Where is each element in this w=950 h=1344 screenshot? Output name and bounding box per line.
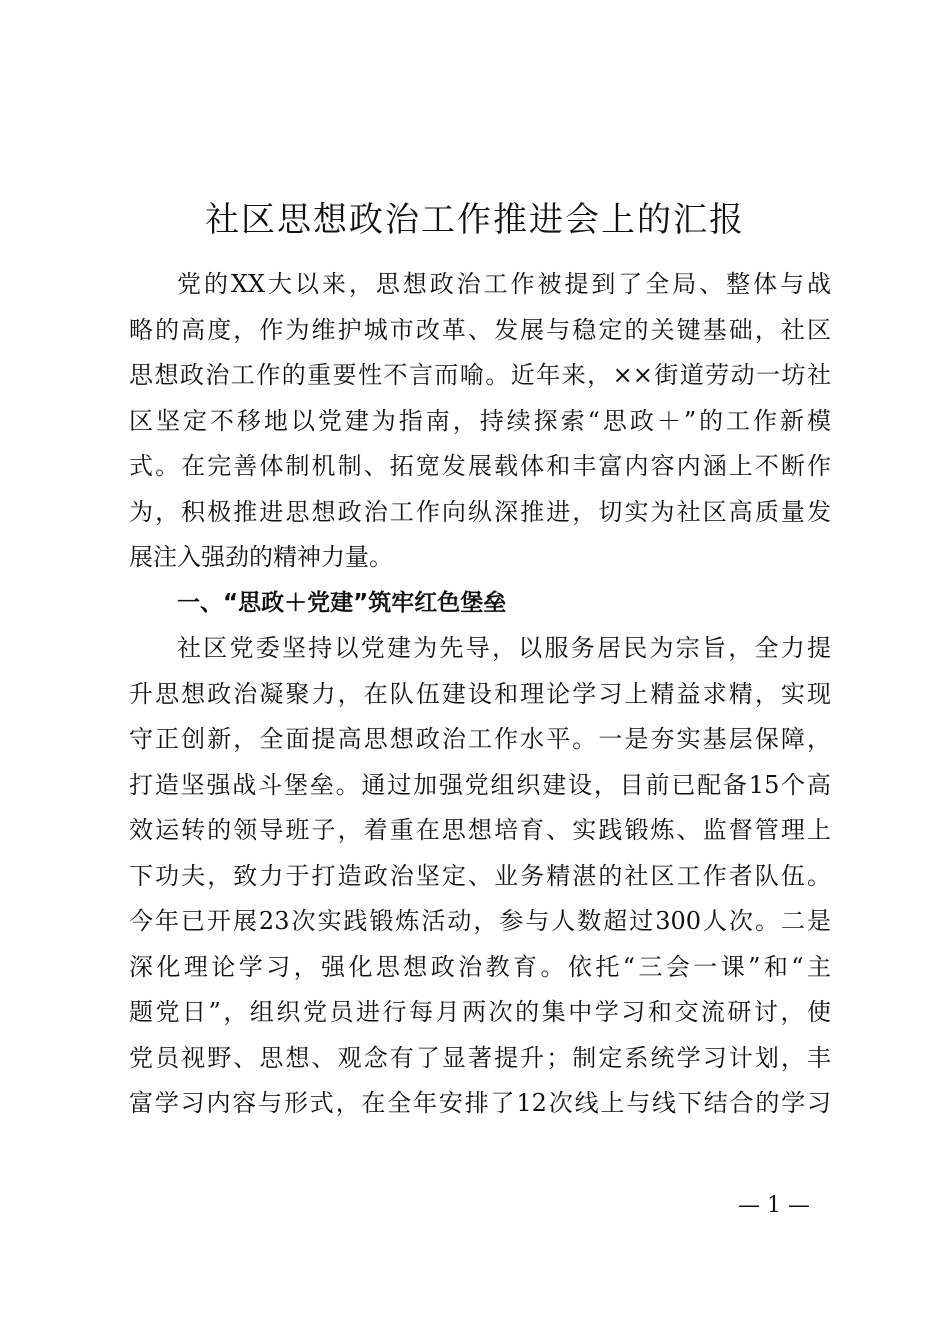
paragraph-line: 展注入强劲的精神力量。 [129,543,393,571]
page-number: — 1 — [738,1193,810,1218]
paragraph-line: 富学习内容与形式，在全年安排了12次线上与线下结合的学习 [129,1089,831,1117]
paragraph-line: 党员视野、思想、观念有了显著提升；制定系统学习计划，丰 [129,1043,831,1072]
paragraph-line: 效运转的领导班子，着重在思想培育、实践锻炼、监督管理上 [129,816,831,844]
paragraph-line: 下功夫，致力于打造政治坚定、业务精湛的社区工作者队伍。 [129,861,831,890]
paragraph-line: 式。在完善体制机制、拓宽发展载体和丰富内容内涵上不断作 [129,452,831,480]
document-body [129,262,831,1127]
paragraph-line: 为，积极推进思想政治工作向纵深推进，切实为社区高质量发 [129,497,831,526]
section-heading: 一、“思政＋党建”筑牢红色堡垒 [177,589,507,616]
paragraph-line: 区坚定不移地以党建为指南，持续探索“思政＋”的工作新模 [129,406,831,435]
paragraph-line: 深化理论学习，强化思想政治教育。依托“三会一课”和“主 [129,952,831,981]
paragraph-line: 社区党委坚持以党建为先导，以服务居民为宗旨，全力提 [177,634,831,662]
paragraph-line: 今年已开展23次实践锻炼活动，参与人数超过300人次。二是 [129,907,831,935]
paragraph-line: 升思想政治凝聚力，在队伍建设和理论学习上精益求精，实现 [129,679,831,708]
paragraph-line: 略的高度，作为维护城市改革、发展与稳定的关键基础，社区 [129,315,831,344]
paragraph-line: 题党日”，组织党员进行每月两次的集中学习和交流研讨，使 [129,998,831,1026]
paragraph-line: 守正创新，全面提高思想政治工作水平。一是夯实基层保障， [129,725,831,753]
paragraph-line: 思想政治工作的重要性不言而喻。近年来，××街道劳动一坊社 [129,361,831,389]
document-title: 社区思想政治工作推进会上的汇报 [205,200,745,240]
paragraph-line: 打造坚强战斗堡垒。通过加强党组织建设，目前已配备15个高 [129,770,831,799]
paragraph-line: 党的XX大以来，思想政治工作被提到了全局、整体与战 [177,270,831,298]
